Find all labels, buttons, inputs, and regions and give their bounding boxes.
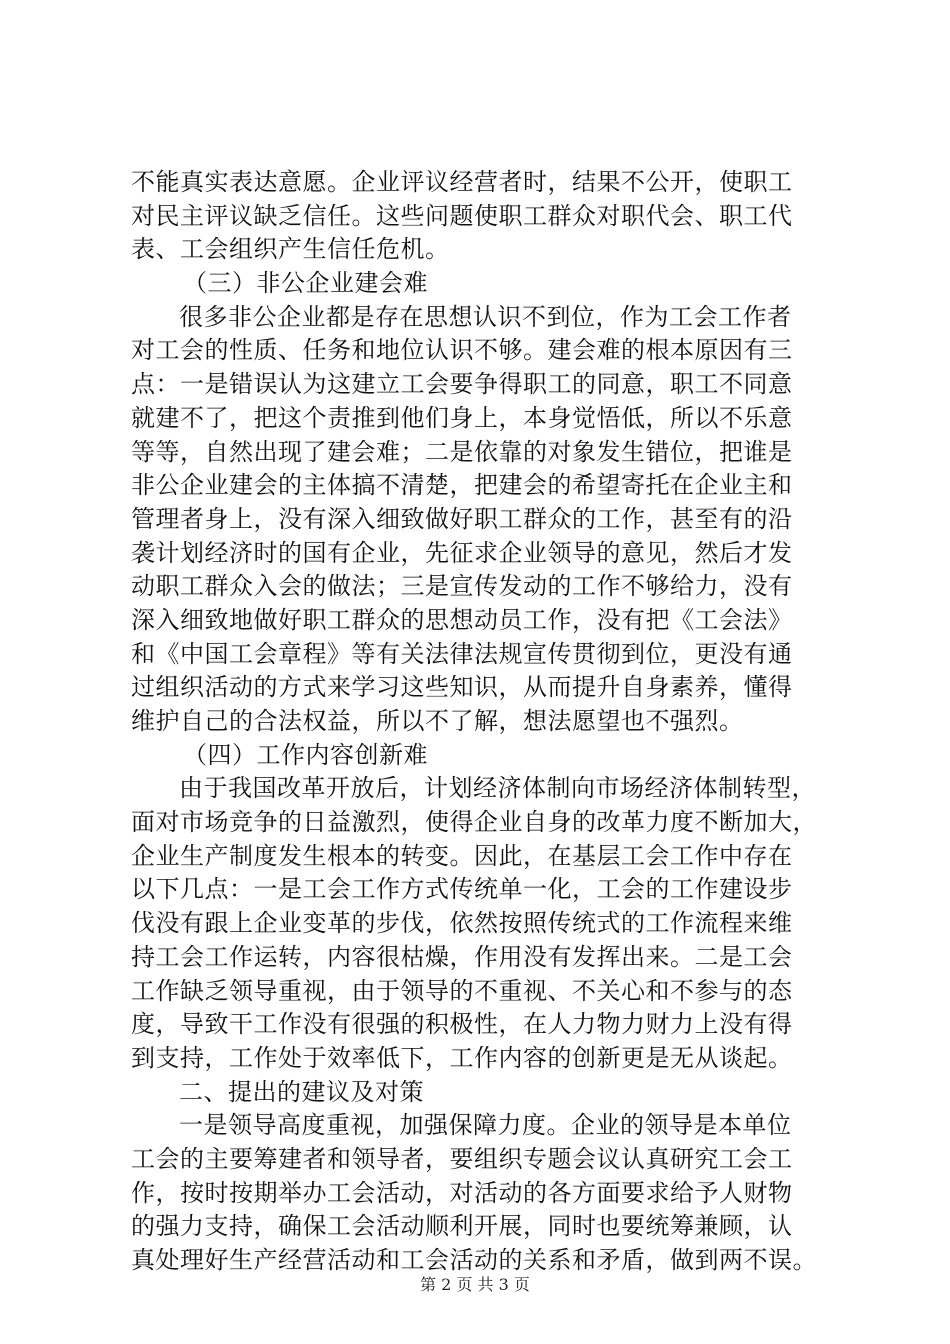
text-line: 管理者身上，没有深入细致做好职工群众的工作，甚至有的沿 bbox=[131, 504, 793, 533]
text-line: 非公企业建会的主体搞不清楚，把建会的希望寄托在企业主和 bbox=[131, 471, 793, 500]
text-line: 深入细致地做好职工群众的思想动员工作，没有把《工会法》 bbox=[131, 605, 793, 634]
text-line: 持工会工作运转，内容很枯燥，作用没有发挥出来。二是工会 bbox=[131, 942, 793, 971]
text-line: 和《中国工会章程》等有关法律法规宣传贯彻到位，更没有通 bbox=[131, 639, 793, 668]
text-line: 过组织活动的方式来学习这些知识，从而提升自身素养，懂得 bbox=[131, 673, 793, 702]
text-line: 一是领导高度重视，加强保障力度。企业的领导是本单位 bbox=[179, 1111, 792, 1140]
section-heading: （三）非公企业建会难 bbox=[183, 269, 428, 298]
text-line: 点：一是错误认为这建立工会要争得职工的同意，职工不同意 bbox=[131, 370, 793, 399]
text-line: 伐没有跟上企业变革的步伐，依然按照传统式的工作流程来维 bbox=[131, 909, 793, 938]
text-line: 维护自己的合法权益，所以不了解，想法愿望也不强烈。 bbox=[131, 707, 744, 735]
text-line: 很多非公企业都是存在思想认识不到位，作为工会工作者 bbox=[179, 302, 792, 331]
section-heading: （四）工作内容创新难 bbox=[183, 740, 428, 769]
text-line: 真处理好生产经营活动和工会活动的关系和矛盾，做到两不误。 bbox=[131, 1246, 817, 1274]
text-line: 以下几点：一是工会工作方式传统单一化，工会的工作建设步 bbox=[131, 875, 793, 904]
text-line: 到支持，工作处于效率低下，工作内容的创新更是无从谈起。 bbox=[131, 1043, 793, 1072]
page-number-footer: 第 2 页 共 3 页 bbox=[420, 1275, 530, 1294]
text-line: 动职工群众入会的做法；三是宣传发动的工作不够给力，没有 bbox=[131, 572, 793, 601]
text-line: 企业生产制度发生根本的转变。因此，在基层工会工作中存在 bbox=[131, 841, 793, 870]
text-line: 表、工会组织产生信任危机。 bbox=[131, 235, 450, 264]
text-line: 对工会的性质、任务和地位认识不够。建会难的根本原因有三 bbox=[131, 336, 793, 365]
text-line: 就建不了，把这个责推到他们身上，本身觉悟低，所以不乐意 bbox=[131, 403, 793, 432]
text-line: 作，按时按期举办工会活动，对活动的各方面要求给予人财物 bbox=[131, 1178, 793, 1207]
body-text bbox=[131, 166, 831, 1278]
text-line: 对民主评议缺乏信任。这些问题使职工群众对职代会、职工代 bbox=[131, 201, 793, 230]
text-line: 面对市场竞争的日益激烈，使得企业自身的改革力度不断加大， bbox=[131, 808, 817, 837]
section-heading: 二、提出的建议及对策 bbox=[179, 1077, 424, 1106]
text-line: 不能真实表达意愿。企业评议经营者时，结果不公开，使职工 bbox=[131, 168, 793, 196]
text-line: 的强力支持，确保工会活动顺利开展，同时也要统筹兼顾，认 bbox=[131, 1212, 793, 1241]
text-line: 工作缺乏领导重视，由于领导的不重视、不关心和不参与的态 bbox=[131, 976, 793, 1005]
text-line: 度，导致干工作没有很强的积极性，在人力物力财力上没有得 bbox=[131, 1010, 793, 1039]
text-line: 工会的主要筹建者和领导者，要组织专题会议认真研究工会工 bbox=[131, 1144, 793, 1173]
text-line: 袭计划经济时的国有企业，先征求企业领导的意见，然后才发 bbox=[131, 538, 793, 567]
text-line: 由于我国改革开放后，计划经济体制向市场经济体制转型， bbox=[179, 774, 816, 803]
text-line: 等等，自然出现了建会难；二是依靠的对象发生错位，把谁是 bbox=[131, 437, 793, 466]
